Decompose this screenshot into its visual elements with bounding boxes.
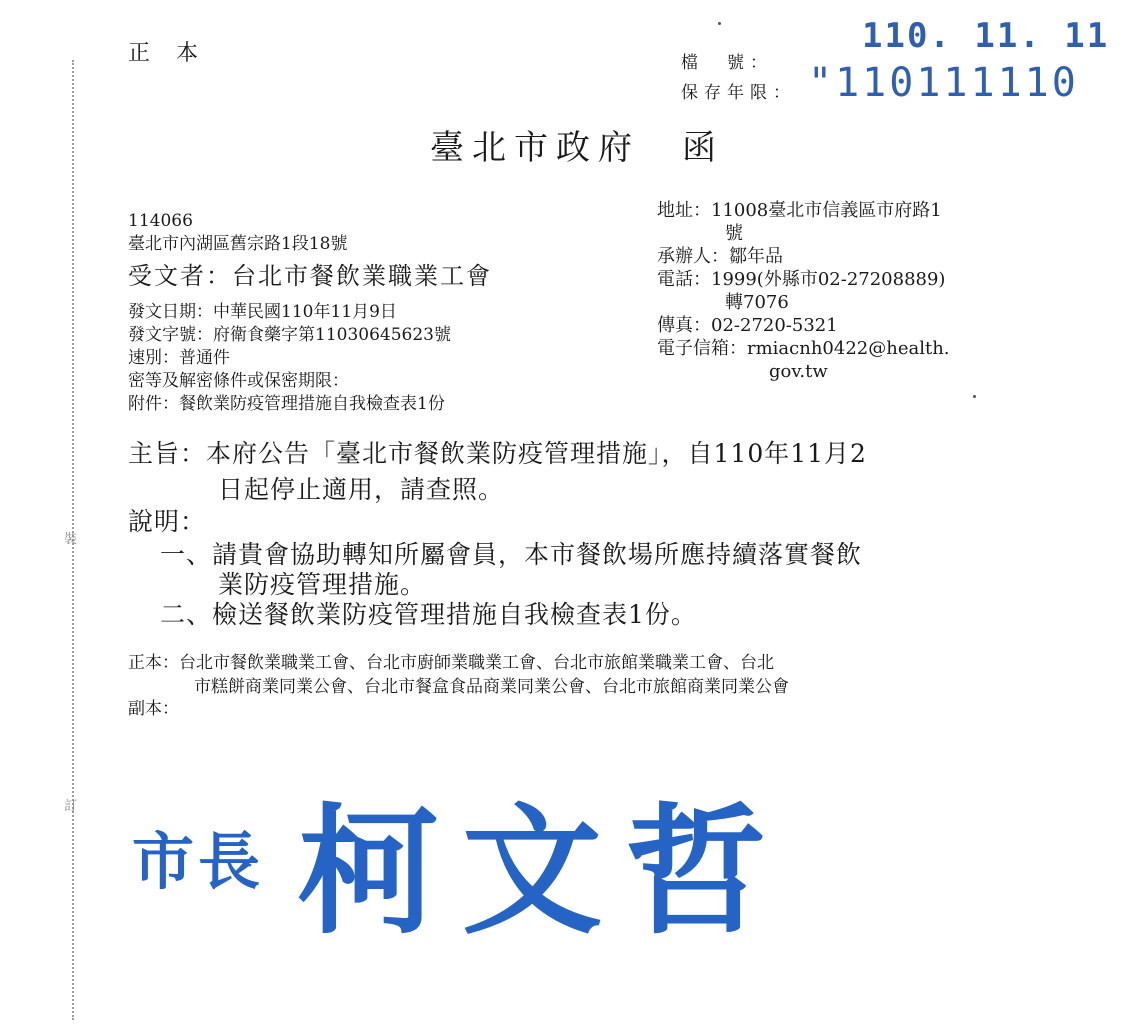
explanation-heading: 說明： bbox=[128, 507, 207, 536]
recipient: 受文者：台北市餐飲業職業工會 bbox=[128, 262, 492, 290]
recipient-address: 臺北市內湖區舊宗路1段18號 bbox=[128, 234, 348, 254]
binding-mark-staple: 訂 bbox=[64, 799, 78, 814]
subject-line2: 日起停止適用，請查照。 bbox=[218, 475, 505, 504]
subject-line1: 主旨：本府公告「臺北市餐飲業防疫管理措施」，自110年11月2 bbox=[128, 439, 867, 468]
secrecy-level: 密等及解密條件或保密期限： bbox=[128, 371, 349, 391]
contact-address-line1: 地址：11008臺北市信義區市府路1 bbox=[657, 200, 942, 221]
explanation-item1-line2: 業防疫管理措施。 bbox=[218, 570, 427, 599]
contact-email-line1: 電子信箱：rmiacnh0422@health. bbox=[657, 338, 950, 359]
contact-email-line2: gov.tw bbox=[769, 361, 828, 382]
document-number: 發文字號：府衛食藥字第11030645623號 bbox=[128, 325, 451, 345]
speed-class: 速別：普通件 bbox=[128, 348, 230, 368]
issue-date: 發文日期：中華民國110年11月9日 bbox=[128, 302, 397, 322]
distribution-copy: 副本： bbox=[128, 699, 179, 719]
received-date-stamp: 110. 11. 11 bbox=[862, 16, 1110, 56]
attachment: 附件：餐飲業防疫管理措施自我檢查表1份 bbox=[128, 394, 445, 414]
contact-phone-line1: 電話：1999(外縣市02-27208889) bbox=[657, 269, 946, 290]
explanation-item1-line1: 一、請貴會協助轉知所屬會員，本市餐飲場所應持續落實餐飲 bbox=[160, 540, 863, 569]
contact-phone-line2: 轉7076 bbox=[725, 292, 789, 313]
copy-mark: 正本 bbox=[128, 41, 225, 66]
scan-speck bbox=[973, 395, 976, 398]
scan-speck bbox=[718, 22, 721, 25]
binding-mark-bind: 裝 bbox=[64, 532, 78, 547]
document-title: 臺北市政府 函 bbox=[430, 128, 724, 168]
retention-value-stamp: "110111110 bbox=[808, 60, 1079, 106]
explanation-item2: 二、檢送餐飲業防疫管理措施自我檢查表1份。 bbox=[160, 600, 697, 629]
distribution-main-line2: 市糕餅商業同業公會、台北市餐盒食品商業同業公會、台北市旅館商業同業公會 bbox=[194, 677, 789, 697]
contact-address-line2: 號 bbox=[725, 223, 743, 244]
contact-handler: 承辦人：鄒年品 bbox=[657, 246, 783, 267]
retention-label: 保存年限： bbox=[681, 83, 796, 103]
file-no-label: 檔 號： bbox=[681, 53, 773, 73]
distribution-main-line1: 正本：台北市餐飲業職業工會、台北市廚師業職業工會、台北市旅館業職業工會、台北 bbox=[128, 653, 774, 673]
postal-code: 114066 bbox=[128, 211, 193, 231]
contact-fax: 傳真：02-2720-5321 bbox=[657, 315, 838, 336]
mayor-name: 柯文哲 bbox=[298, 790, 791, 954]
mayor-title: 市長 bbox=[132, 825, 265, 898]
